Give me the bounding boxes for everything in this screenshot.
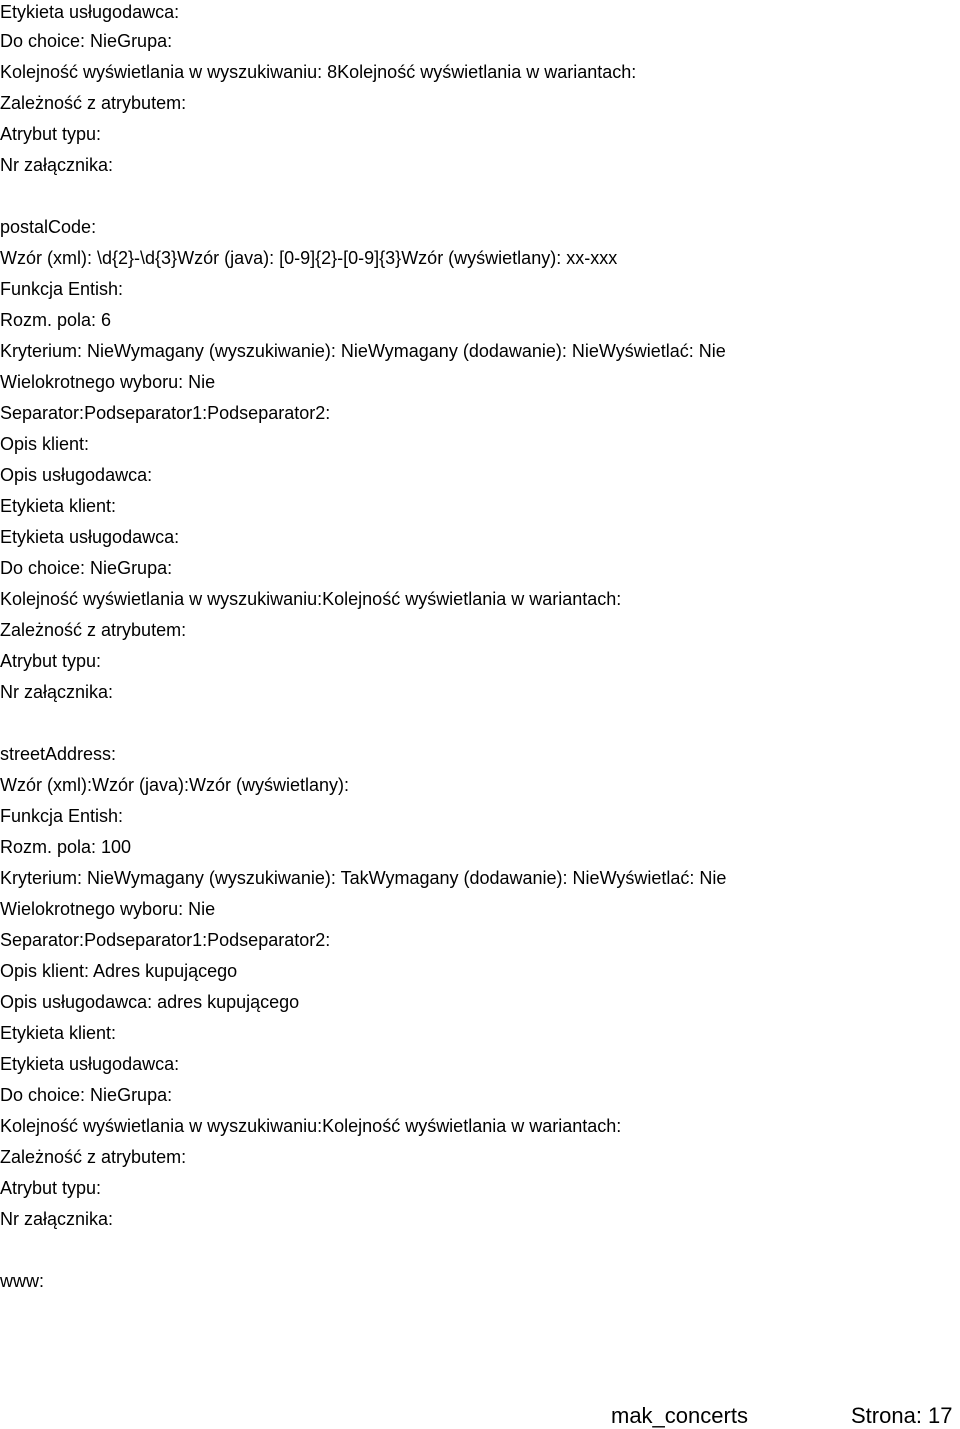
field-row-wzor: Wzór (xml): \d{2}-\d{3}Wzór (java): [0-9]{2}-[0-9]{3}Wzór (wyświetlany): xx-xxx: [0, 248, 618, 268]
field-zaleznosc: Zależność z atrybutem:: [0, 620, 187, 640]
field-row-separator: Separator:Podseparator1:Podseparator2:: [0, 403, 331, 423]
field-etykieta-uslugodawca: Etykieta usługodawca:: [0, 1054, 180, 1074]
section-title-streetaddress: streetAddress:: [0, 744, 117, 764]
field-opis-klient: Opis klient: Adres kupującego: [0, 961, 238, 981]
field-zaleznosc: Zależność z atrybutem:: [0, 93, 187, 113]
field-row-kryterium: Kryterium: NieWymagany (wyszukiwanie): TakWymagany (dodawanie): NieWyświetlać: Nie: [0, 868, 727, 888]
field-atrybut-typu: Atrybut typu:: [0, 124, 102, 144]
field-nr-zalacznika: Nr załącznika:: [0, 155, 114, 175]
field-etykieta-klient: Etykieta klient:: [0, 1023, 117, 1043]
field-row-do-choice: Do choice: NieGrupa:: [0, 1085, 173, 1105]
field-etykieta-uslugodawca: Etykieta usługodawca:: [0, 2, 180, 22]
field-rozm-pola: Rozm. pola: 6: [0, 310, 112, 330]
field-funkcja-entish: Funkcja Entish:: [0, 806, 124, 826]
section-title-www: www:: [0, 1271, 44, 1291]
field-opis-uslugodawca: Opis usługodawca:: [0, 465, 153, 485]
section-title-postalcode: postalCode:: [0, 217, 97, 237]
field-opis-uslugodawca: Opis usługodawca: adres kupującego: [0, 992, 300, 1012]
field-row-do-choice: Do choice: NieGrupa:: [0, 558, 173, 578]
field-etykieta-uslugodawca: Etykieta usługodawca:: [0, 527, 180, 547]
field-row-wzor: Wzór (xml):Wzór (java):Wzór (wyświetlany):: [0, 775, 350, 795]
field-row-do-choice: Do choice: NieGrupa:: [0, 31, 173, 51]
footer-page-number: Strona: 17: [851, 1403, 953, 1428]
field-row-separator: Separator:Podseparator1:Podseparator2:: [0, 930, 331, 950]
field-etykieta-klient: Etykieta klient:: [0, 496, 117, 516]
field-row-kolejnosc: Kolejność wyświetlania w wyszukiwaniu: 8Kolejność wyświetlania w wariantach:: [0, 62, 637, 82]
field-rozm-pola: Rozm. pola: 100: [0, 837, 132, 857]
field-row-kolejnosc: Kolejność wyświetlania w wyszukiwaniu:Kolejność wyświetlania w wariantach:: [0, 589, 622, 609]
field-zaleznosc: Zależność z atrybutem:: [0, 1147, 187, 1167]
field-atrybut-typu: Atrybut typu:: [0, 651, 102, 671]
field-opis-klient: Opis klient:: [0, 434, 90, 454]
field-funkcja-entish: Funkcja Entish:: [0, 279, 124, 299]
footer-company: mak_concerts: [611, 1403, 748, 1428]
field-row-kryterium: Kryterium: NieWymagany (wyszukiwanie): NieWymagany (dodawanie): NieWyświetlać: Nie: [0, 341, 726, 361]
field-wielokrotnego-wyboru: Wielokrotnego wyboru: Nie: [0, 372, 216, 392]
field-wielokrotnego-wyboru: Wielokrotnego wyboru: Nie: [0, 899, 216, 919]
field-row-kolejnosc: Kolejność wyświetlania w wyszukiwaniu:Kolejność wyświetlania w wariantach:: [0, 1116, 622, 1136]
field-atrybut-typu: Atrybut typu:: [0, 1178, 102, 1198]
field-nr-zalacznika: Nr załącznika:: [0, 1209, 114, 1229]
field-nr-zalacznika: Nr załącznika:: [0, 682, 114, 702]
